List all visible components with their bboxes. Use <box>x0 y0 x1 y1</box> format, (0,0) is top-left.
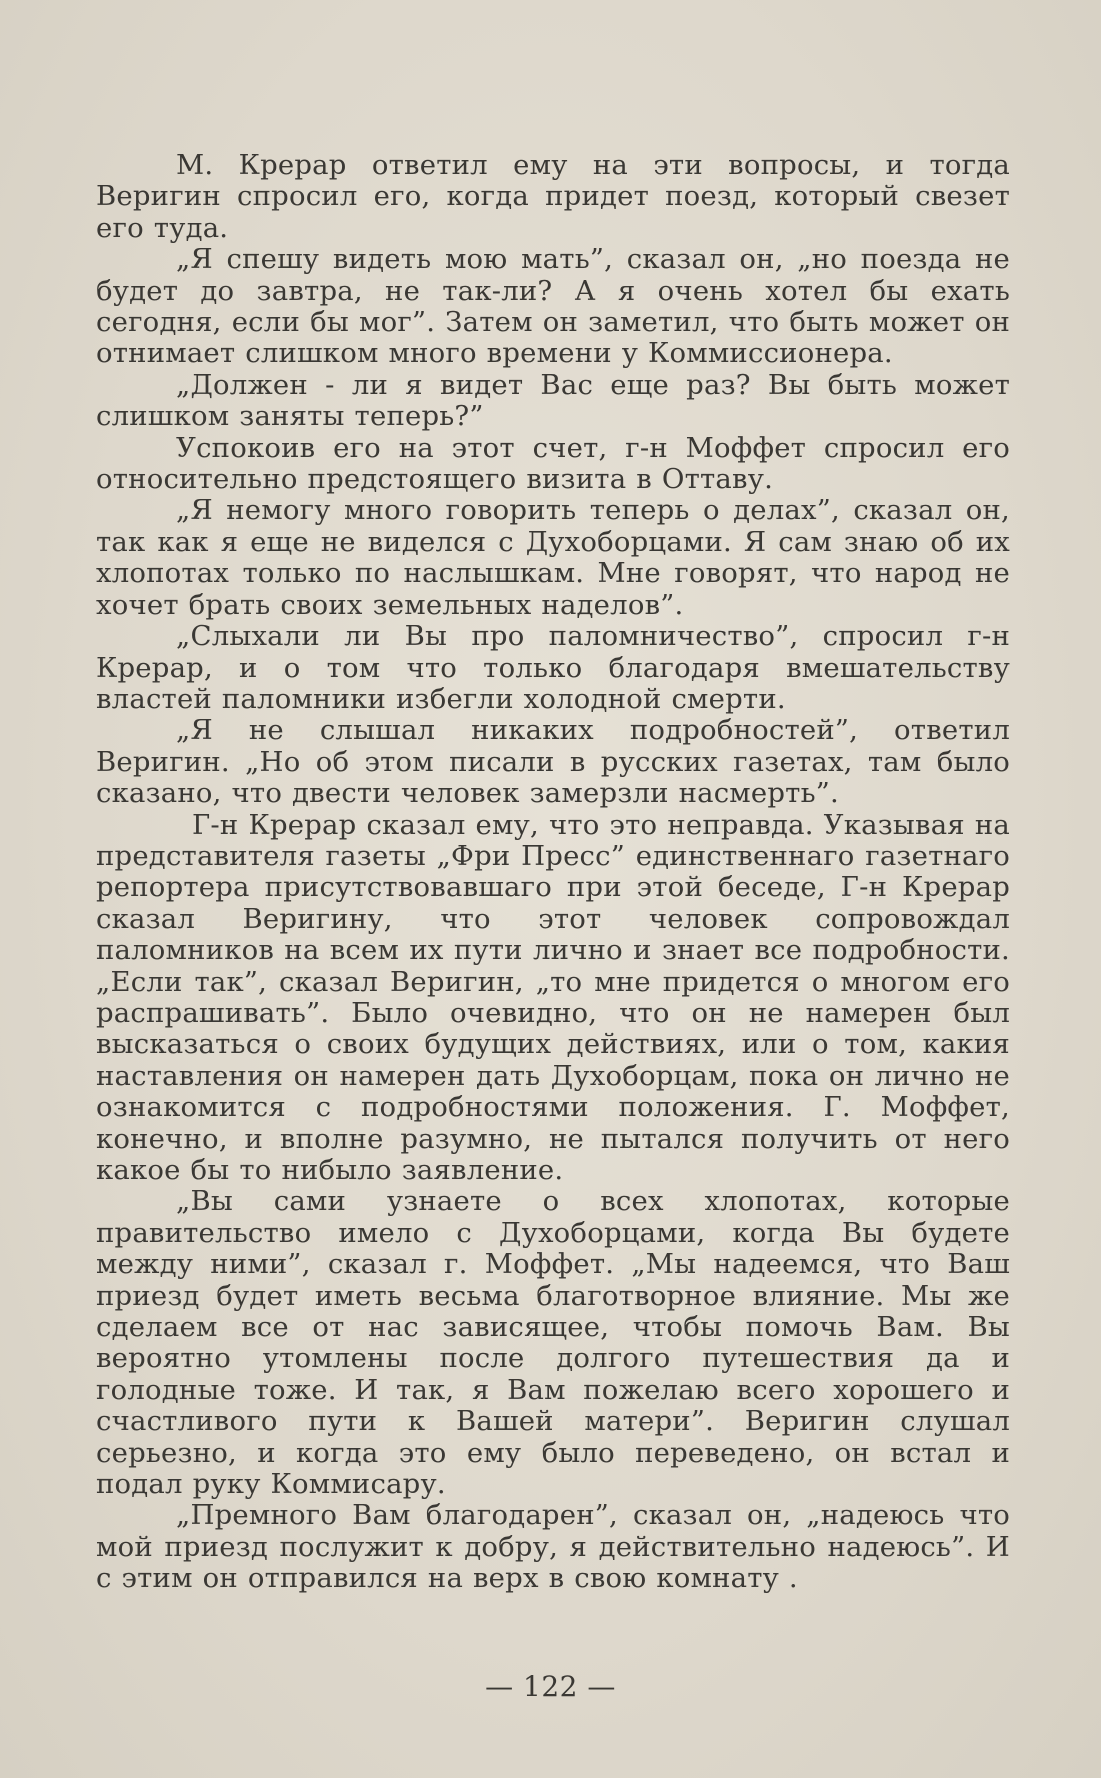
paragraph-6: „Слыхали ли Вы про паломничество”, спросил г-н Крерар, и о том что только благодаря вмешательству властей паломники избегли холодной смерти. <box>96 620 1010 715</box>
paragraph-1: М. Крерар ответил ему на эти вопросы, и тогда Веригин спросил его, когда придет поезд, который свезет его туда. <box>96 149 1010 244</box>
paragraph-4: Успокоив его на этот счет, г-н Моффет спросил его относительно предстоящего визита в Оттаву. <box>96 431 1010 496</box>
paragraph-8: Г-н Крерар сказал ему, что это неправда. Указывая на представителя газеты „Фри Пресс” единственнаго газетнаго репортера присутствовавшаго при этой беседе, Г-н Крерар сказал Веригину, что этот человек сопровождал паломников на всем их пути лично и знает все подробности. „Если так”, сказал Веригин, „то мне придется о многом его распрашивать”. Было очевидно, что он не намерен был высказаться о своих будущих действиях, или о том, какия наставления он намерен дать Духоборцам, пока он лично не ознакомится с подробностями положения. Г. Моффет, конечно, и вполне разумно, не пытался получить от него какое бы то нибыло заявление. <box>96 808 1010 1186</box>
paragraph-9: „Вы сами узнаете о всех хлопотах, которые правительство имело с Духоборцами, когда Вы будете между ними”, сказал г. Моффет. „Мы надеемся, что Ваш приезд будет иметь весьма благотворное влияние. Мы же сделаем все от нас зависящее, чтобы помочь Вам. Вы вероятно утомлены после долгого путешествия да и голодные тоже. И так, я Вам пожелаю всего хорошего и счастливого пути к Вашей матери”. Веригин слушал серьезно, и когда это ему было переведено, он встал и подал руку Коммисару. <box>96 1185 1010 1501</box>
paragraph-5: „Я немогу много говорить теперь о делах”, сказал он, так как я еще не виделся с Духоборцами. Я сам знаю об их хлопотах только по наслышкам. Мне говорят, что народ не хочет брать своих земельных наделов”. <box>96 494 1010 621</box>
paragraph-7: „Я не слышал никаких подробностей”, ответил Веригин. „Но об этом писали в русских газетах, там было сказано, что двести человек замерзли насмерть”. <box>96 714 1010 810</box>
paragraph-3: „Должен - ли я видет Вас еще раз? Вы быть может слишком заняты теперь?” <box>96 368 1010 433</box>
paragraph-2: „Я спешу видеть мою мать”, сказал он, „но поезда не будет до завтра, не так-ли? А я очень хотел бы ехать сегодня, если бы мог”. Затем он заметил, что быть может он отнимает слишком много времени у Коммиссионера. <box>96 243 1010 370</box>
page-number: — 122 — <box>485 1670 616 1703</box>
page-body-text <box>96 150 1010 1595</box>
paragraph-10: „Премного Вам благодарен”, сказал он, „надеюсь что мой приезд послужит к добру, я действительно надеюсь”. И с этим он отправился на верх в свою комнату . <box>96 1499 1010 1595</box>
